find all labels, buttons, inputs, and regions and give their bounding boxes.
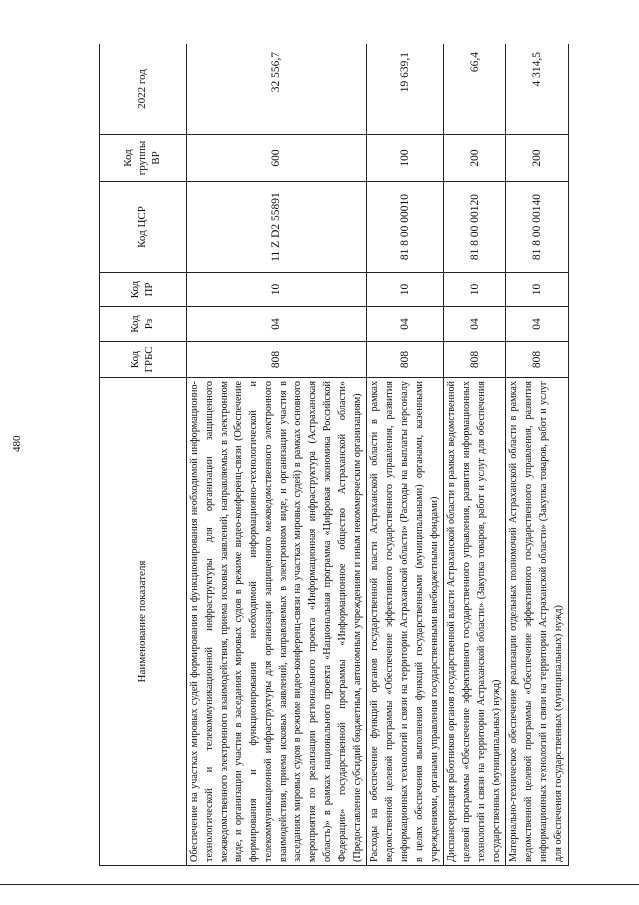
row-rz: 04 xyxy=(187,307,367,342)
row-name: Расходы на обеспечение функций органов государственной власти Астраханской области в рамках ведомственной целевой программы «Обеспечение эффективного государственного управления, развития информационных технологий и связи на территории Астраханской области» (Расходы на выплаты персоналу в целях обеспечения выполнения функций государственными (муниципальными) органами, казенными учреждениями, органами управления государственными внебюджетными фондами) xyxy=(367,378,444,866)
header-vr: Код группы ВР xyxy=(100,135,187,182)
row-amount: 32 556,7 xyxy=(187,44,367,135)
row-pr: 10 xyxy=(187,273,367,307)
row-amount: 4 314,5 xyxy=(506,44,568,135)
row-vr: 100 xyxy=(367,135,444,182)
header-rz: Код Рз xyxy=(100,307,187,342)
row-pr: 10 xyxy=(506,273,568,307)
header-pr: Код ПР xyxy=(100,273,187,307)
row-grbs: 808 xyxy=(444,342,506,378)
row-name: Материально-техническое обеспечение реализации отдельных полномочий Астраханской области в рамках ведомственной целевой программы «Обеспечение эффективного государственного управления, развития информационных технологий и связи на территории Астраханской области» (Закупка товаров, работ и услуг для обеспечения государственных (муниципальных) нужд) xyxy=(506,378,568,866)
row-csr: 81 8 00 00140 xyxy=(506,182,568,273)
header-csr: Код ЦСР xyxy=(100,182,187,273)
row-grbs: 808 xyxy=(367,342,444,378)
table-row xyxy=(187,44,367,866)
page-number: 480 xyxy=(11,435,23,452)
row-csr: 11 Z D2 55891 xyxy=(187,182,367,273)
header-year: 2022 год xyxy=(100,44,187,135)
row-vr: 200 xyxy=(506,135,568,182)
table-row xyxy=(444,44,506,866)
row-grbs: 808 xyxy=(506,342,568,378)
row-rz: 04 xyxy=(367,307,444,342)
row-pr: 10 xyxy=(367,273,444,307)
bottom-rule xyxy=(0,884,639,885)
rotated-table-frame xyxy=(99,44,630,866)
header-name: Наименование показателя xyxy=(100,378,187,866)
row-rz: 04 xyxy=(506,307,568,342)
row-csr: 81 8 00 00010 xyxy=(367,182,444,273)
budget-table xyxy=(99,44,569,866)
row-csr: 81 8 00 00120 xyxy=(444,182,506,273)
table-row xyxy=(506,44,568,866)
row-name: Диспансеризация работников органов государственной власти Астраханской области в рамках ведомственной целевой программы «Обеспечение эффективного государственного управления, развития информационных технологий и связи на территории Астраханской области» (Закупка товаров, работ и услуг для обеспечения государственных (муниципальных) нужд) xyxy=(444,378,506,866)
row-name: Обеспечение на участках мировых судей формирования и функционирования необходимой информационно-технологической и телекоммуникационной инфраструктуры для организации защищенного межведомственного электронного взаимодействия, приема исковых заявлений, направляемых в электронном виде, и организации участия в заседаниях мировых судов в режиме видео-конференц-связи (Обеспечение формирования и функционирования необходимой информационно-технологической и телекоммуникационной инфраструктуры для организации защищенного межведомственного электронного взаимодействия, приема исковых заявлений, направляемых в электронном виде, и организации участия в заседаниях мировых судов в режиме видео-конференц-связи на участках мировых судей) в рамках основного мероприятия по реализации регионального проекта «Информационная инфраструктура (Астраханская область)» в рамках национального проекта «Национальная программа «Цифровая экономика Российской Федерации» государственной программы «Информационное общество Астраханской области» (Предоставление субсидий бюджетным, автономным учреждениям и иным некоммерческим организациям) xyxy=(187,378,367,866)
header-grbs: Код ГРБС xyxy=(100,342,187,378)
landscape-page xyxy=(99,44,630,866)
table-row xyxy=(367,44,444,866)
row-vr: 600 xyxy=(187,135,367,182)
row-amount: 66,4 xyxy=(444,44,506,135)
row-amount: 19 639,1 xyxy=(367,44,444,135)
row-rz: 04 xyxy=(444,307,506,342)
row-vr: 200 xyxy=(444,135,506,182)
row-pr: 10 xyxy=(444,273,506,307)
table-header-row xyxy=(100,44,187,866)
row-grbs: 808 xyxy=(187,342,367,378)
